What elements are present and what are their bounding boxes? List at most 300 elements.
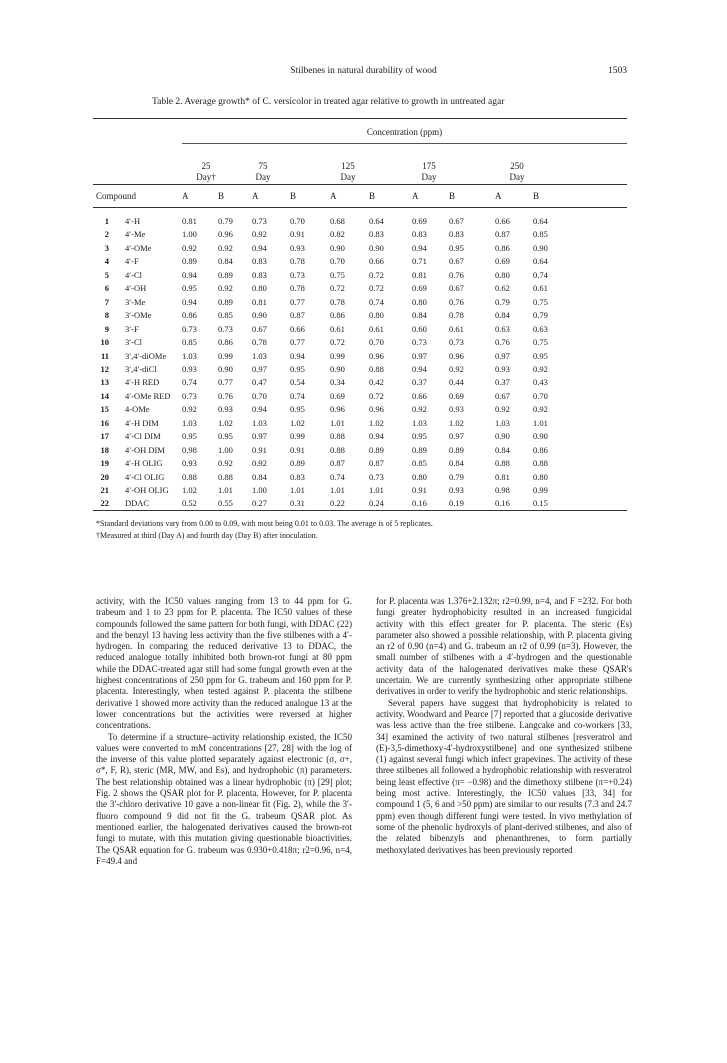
growth-value: 0.55 [218,498,233,509]
compound-name: 4′-OH OLIG [125,485,169,495]
growth-value: 0.88 [330,431,345,442]
growth-value: 0.95 [533,350,548,361]
growth-value: 0.73 [369,471,384,482]
compound-name: 4′-OH [125,283,147,294]
growth-value: 0.84 [218,256,233,267]
growth-value: 0.90 [218,363,233,374]
paragraph-left-1: activity, with the IC50 values ranging from 13 to 44 ppm for G. trabeum and 1 to 23 ppm for P. placenta. The IC50 values of these compounds followed the same pattern for both fungi, with DDAC (22) and the benzyl 13 having less activity than the five stilbenes with a 4′-hydrogen. In comparing the reduced derivative 13 to DDAC, the reduced analogue totally inhibited both brown-rot fungi at 80 ppm while the DDAC-treated agar still had some fungal growth even at the highest concentrations of 250 ppm for G. trabeum and 160 ppm for P. placenta. Interestingly, when tested against P. placenta the stilbene derivative 1 showed more activity than the reduced analogue 13 at the lower concentrations but the activities were reversed at higher concentrations. [96,596,352,731]
growth-value: 0.94 [252,242,267,253]
growth-value: 0.92 [218,242,233,253]
growth-value: 0.83 [290,471,305,482]
growth-value: 0.81 [495,471,510,482]
compound-number: 11 [100,350,109,361]
compound-name: 3′-Me [125,296,146,307]
growth-value: 0.92 [182,242,197,253]
group-concentration: 25 [201,161,211,171]
table-row [0,256,727,270]
growth-value: 0.43 [533,377,548,388]
concentration-group [399,161,459,183]
growth-value: 0.90 [330,242,345,253]
growth-value: 1.03 [182,350,197,361]
compound-number: 12 [100,363,109,374]
group-day: Day [421,172,437,182]
table-top-rule [93,118,627,119]
growth-value: 0.85 [182,337,197,348]
day-column-header: A [412,191,419,201]
growth-value: 0.92 [495,404,510,415]
growth-value: 0.16 [495,498,510,509]
growth-value: 0.95 [182,431,197,442]
table-row [0,243,727,257]
growth-value: 1.03 [252,417,267,428]
growth-value: 0.75 [533,337,548,348]
growth-value: 0.86 [330,310,345,321]
growth-value: 1.03 [182,417,197,428]
growth-value: 0.95 [218,431,233,442]
growth-value: 0.86 [218,337,233,348]
page-number: 1503 [608,66,627,76]
growth-value: 0.88 [330,444,345,455]
growth-value: 0.61 [369,323,384,334]
growth-value: 0.80 [369,310,384,321]
growth-value: 0.73 [252,216,267,226]
growth-value: 0.67 [449,283,464,294]
compound-name: 4′-OMe [125,242,152,253]
compound-number: 6 [104,283,109,294]
growth-value: 0.94 [182,269,197,280]
growth-value: 0.78 [330,296,345,307]
growth-value: 0.76 [449,296,464,307]
growth-value: 0.89 [290,458,305,469]
growth-value: 0.92 [412,404,427,415]
growth-value: 0.86 [533,444,548,455]
growth-value: 0.63 [495,323,510,334]
growth-value: 1.02 [369,417,384,428]
growth-value: 0.86 [182,310,197,321]
group-concentration: 175 [422,161,436,171]
growth-value: 0.96 [369,404,384,415]
compound-header: Compound [96,191,137,201]
growth-value: 0.89 [182,256,197,267]
growth-value: 0.61 [449,323,464,334]
growth-value: 0.89 [412,444,427,455]
day-column-header: A [252,191,259,201]
growth-value: 0.94 [412,242,427,253]
growth-value: 0.83 [252,269,267,280]
compound-name: 4′-OH DIM [125,444,165,455]
growth-value: 0.37 [412,377,427,388]
growth-value: 0.70 [252,390,267,401]
table-row [0,337,727,351]
growth-value: 0.70 [290,216,305,226]
growth-value: 1.01 [290,485,305,495]
growth-value: 0.73 [412,337,427,348]
growth-value: 0.88 [218,471,233,482]
growth-value: 0.91 [412,485,427,495]
paragraph-right-1: for P. placenta was 1.376+2.132π; r2=0.99, n=4, and F =232. For both fungi greater hydrophobicity resulted in an increased fungicidal activity with this effect greater for P. placenta. The steric (Es) parameter also showed a possible relationship, with P. placenta giving an r2 of 0.90 (n=4) and G. trabeum an r2 of 0.99 (n=3). However, the small number of stilbenes with a 4′-hydrogen and the questionable activity data of the halogenated derivatives make these QSAR's uncertain. We are currently synthesizing other appropriate stilbene derivatives in order to verify the hydrophobic and steric relationships. [376,596,632,697]
growth-value: 0.92 [218,458,233,469]
growth-value: 0.66 [290,323,305,334]
compound-number: 3 [104,242,109,253]
growth-value: 0.83 [369,229,384,240]
growth-value: 1.03 [412,417,427,428]
growth-value: 0.80 [495,269,510,280]
compound-number: 4 [104,256,109,267]
growth-value: 0.99 [218,350,233,361]
compound-number: 10 [100,337,109,348]
compound-number: 20 [100,471,109,482]
growth-value: 0.73 [449,337,464,348]
compound-number: 17 [100,431,109,442]
table-row [0,283,727,297]
growth-value: 0.96 [330,404,345,415]
compound-name: 4′-Me [125,229,146,240]
growth-value: 0.85 [533,229,548,240]
growth-value: 0.73 [290,269,305,280]
concentration-group [318,161,378,183]
growth-value: 0.72 [369,283,384,294]
body-column-left [96,596,352,867]
growth-value: 0.42 [369,377,384,388]
footnote-std: *Standard deviations vary from 0.00 to 0.09, with most being 0.01 to 0.03. The average is of 5 replicates. [96,519,433,528]
day-column-header: A [330,191,337,201]
footnote-day: †Measured at third (Day A) and fourth day (Day B) after inoculation. [96,531,318,540]
growth-value: 0.99 [533,485,548,495]
concentration-group [176,161,236,183]
growth-value: 0.92 [533,363,548,374]
concentration-group [487,161,547,183]
compound-number: 15 [100,404,109,415]
growth-value: 0.84 [495,310,510,321]
growth-value: 0.98 [495,485,510,495]
growth-value: 0.64 [533,216,548,226]
growth-value: 0.22 [330,498,345,509]
paragraph-left-2: To determine if a structure–activity relationship existed, the IC50 values were converted to mM concentrations [27, 28] with the log of the inverse of this value plotted separately against electronic (σ, σ+, σ*, F, R), steric (MR, MW, and Es), and hydrophobic (π) parameters. The best relationship obtained was a linear hydrophobic (π) [29] plot; Fig. 2 shows the QSAR plot for P. placenta. However, for P. placenta the 3′-chloro derivative 10 gave a non-linear fit (Fig. 2), while the 3′-fluoro compound 9 did not fit the G. trabeum QSAR plot. As mentioned earlier, the halogenated derivatives caused the brown-rot fungi to mutate, with this mutation giving questionable bioactivities. The QSAR equation for G. trabeum was 0.930+0.418π; r2=0.96, n=4, F=49.4 and [96,731,352,866]
growth-value: 0.94 [252,404,267,415]
table-row [0,216,727,230]
growth-value: 0.67 [449,216,464,226]
table-row [0,431,727,445]
growth-value: 1.01 [369,485,384,495]
growth-value: 0.37 [495,377,510,388]
growth-value: 0.16 [412,498,427,509]
group-day: Day† [196,172,216,182]
compound-number: 13 [100,377,109,388]
growth-value: 1.01 [218,485,233,495]
day-column-header: B [533,191,540,201]
growth-value: 0.92 [218,283,233,294]
growth-value: 0.69 [412,216,427,226]
table-row [0,324,727,338]
growth-value: 0.84 [495,444,510,455]
growth-value: 0.76 [495,337,510,348]
concentration-header: Concentration (ppm) [366,127,443,137]
growth-value: 0.94 [290,350,305,361]
growth-value: 0.77 [218,377,233,388]
growth-value: 0.93 [449,485,464,495]
day-column-header: A [495,191,502,201]
growth-value: 0.77 [290,337,305,348]
growth-value: 0.64 [533,256,548,267]
concentration-underline [182,143,627,144]
growth-value: 0.95 [182,283,197,294]
growth-value: 0.95 [412,431,427,442]
growth-value: 1.02 [218,417,233,428]
growth-value: 0.75 [330,269,345,280]
growth-value: 0.78 [290,256,305,267]
compound-name: 3′-F [125,323,139,334]
growth-value: 0.70 [330,256,345,267]
growth-value: 0.80 [412,471,427,482]
compound-name: 4′-H RED [125,377,160,388]
growth-value: 0.98 [182,444,197,455]
growth-value: 0.90 [533,431,548,442]
group-day: Day [340,172,356,182]
compound-number: 9 [104,323,109,334]
growth-value: 0.85 [218,310,233,321]
table-caption: Table 2. Average growth* of C. versicolor in treated agar relative to growth in untreated agar [152,97,505,107]
growth-value: 0.97 [252,431,267,442]
growth-value: 0.88 [369,363,384,374]
growth-value: 0.96 [449,350,464,361]
header-bottom-rule [93,207,627,208]
growth-value: 0.89 [369,444,384,455]
compound-number: 5 [104,269,109,280]
table-row [0,458,727,472]
growth-value: 0.93 [182,363,197,374]
compound-name: 4′-Cl DIM [125,431,161,442]
growth-value: 0.84 [252,471,267,482]
compound-name: DDAC [125,498,150,509]
growth-value: 0.87 [290,310,305,321]
growth-value: 0.88 [533,458,548,469]
growth-value: 0.72 [330,337,345,348]
growth-value: 0.72 [369,269,384,280]
growth-value: 0.92 [252,229,267,240]
growth-value: 0.61 [533,283,548,294]
growth-value: 0.74 [330,471,345,482]
compound-number: 21 [100,485,109,495]
growth-value: 0.83 [449,229,464,240]
growth-value: 0.73 [218,323,233,334]
growth-value: 0.95 [290,363,305,374]
compound-name: 4′-H [125,216,141,226]
growth-value: 0.73 [182,390,197,401]
growth-value: 0.83 [252,256,267,267]
growth-value: 1.02 [182,485,197,495]
growth-value: 0.44 [449,377,464,388]
growth-value: 0.94 [182,296,197,307]
growth-value: 1.03 [252,350,267,361]
table-row [0,229,727,243]
growth-value: 0.69 [449,390,464,401]
growth-value: 1.01 [533,417,548,428]
growth-value: 0.86 [495,242,510,253]
growth-value: 0.15 [533,498,548,509]
day-column-header: B [369,191,376,201]
day-column-header: B [290,191,297,201]
growth-value: 0.72 [369,390,384,401]
growth-value: 0.92 [252,458,267,469]
compound-name: 4′-H OLIG [125,458,163,469]
growth-value: 1.02 [290,417,305,428]
growth-value: 0.90 [533,242,548,253]
growth-value: 0.74 [182,377,197,388]
growth-value: 0.94 [412,363,427,374]
paragraph-right-2: Several papers have suggest that hydrophobicity is related to activity. Woodward and Pearce [7] reported that a glucoside derivative was less active than the free stilbene. Langcake and co-workers [33, 34] examined the activity of two natural stilbenes [resveratrol and (E)-3,5-dimethoxy-4′-hydroxystilbene] and one synthesized stilbene (1) against several fungi which infect grapevines. The activity of these three stilbenes all followed a hydrophobic relationship with resveratrol being least effective (π= −0.98) and the dimethoxy stilbene (π=+0.24) being most active. Interestingly, the IC50 values [33, 34] for compound 1 (5, 6 and >50 ppm) are similar to our results (7.3 and 24.7 ppm) even though different fungi were tested. In vivo methylation of some of the phenolic hydroxyls of plant-derived stilbenes, and also of the related bibenzyls and phenanthrenes, to form partially methoxylated derivatives has been previously reported [376,697,632,855]
compound-name: 4′-Cl OLIG [125,471,165,482]
growth-value: 0.69 [412,283,427,294]
table-footnotes [96,518,433,542]
concentration-group [233,161,293,183]
growth-value: 0.96 [369,350,384,361]
growth-value: 0.54 [290,377,305,388]
day-column-header: A [182,191,189,201]
compound-name: 3′-Cl [125,337,142,348]
table-row [0,270,727,284]
growth-value: 0.68 [330,216,345,226]
growth-value: 0.62 [495,283,510,294]
growth-value: 0.99 [290,431,305,442]
growth-value: 0.97 [449,431,464,442]
growth-value: 0.74 [369,296,384,307]
growth-value: 0.78 [449,310,464,321]
group-rule [93,184,627,185]
growth-value: 0.83 [412,229,427,240]
growth-value: 0.81 [412,269,427,280]
growth-value: 0.27 [252,498,267,509]
compound-name: 4-OMe [125,404,150,415]
growth-value: 0.81 [252,296,267,307]
growth-value: 0.66 [412,390,427,401]
running-head [0,66,727,80]
compound-number: 2 [104,229,109,240]
compound-number: 14 [100,390,109,401]
growth-value: 0.79 [533,310,548,321]
growth-value: 0.93 [495,363,510,374]
growth-value: 0.90 [495,431,510,442]
running-title: Stilbenes in natural durability of wood [290,66,437,76]
compound-number: 8 [104,310,109,321]
growth-value: 0.73 [182,323,197,334]
growth-value: 0.89 [449,444,464,455]
group-concentration: 125 [341,161,355,171]
compound-name: 4′-OMe RED [125,390,171,401]
growth-value: 0.79 [218,216,233,226]
growth-value: 0.95 [449,242,464,253]
growth-value: 0.52 [182,498,197,509]
growth-value: 0.78 [290,283,305,294]
group-day: Day [255,172,271,182]
compound-name: 4′-F [125,256,139,267]
growth-value: 1.00 [252,485,267,495]
growth-value: 1.01 [330,485,345,495]
growth-value: 1.01 [330,417,345,428]
growth-value: 0.76 [218,390,233,401]
growth-value: 0.94 [369,431,384,442]
growth-value: 0.31 [290,498,305,509]
growth-value: 0.69 [330,390,345,401]
group-day: Day [509,172,525,182]
growth-value: 0.91 [290,444,305,455]
table-row [0,377,727,391]
growth-value: 0.91 [290,229,305,240]
growth-value: 0.80 [412,296,427,307]
table-bottom-rule [93,510,627,511]
growth-value: 0.87 [495,229,510,240]
growth-value: 0.80 [252,283,267,294]
growth-value: 0.95 [290,404,305,415]
growth-value: 0.92 [182,404,197,415]
group-concentration: 250 [510,161,524,171]
growth-value: 0.19 [449,498,464,509]
growth-value: 0.61 [330,323,345,334]
compound-number: 16 [100,417,109,428]
table-row [0,310,727,324]
growth-value: 0.66 [369,256,384,267]
growth-value: 0.75 [533,296,548,307]
growth-value: 0.96 [218,229,233,240]
growth-value: 0.88 [182,471,197,482]
growth-value: 0.63 [533,323,548,334]
growth-value: 0.74 [290,390,305,401]
table-row [0,404,727,418]
growth-value: 0.47 [252,377,267,388]
growth-value: 0.24 [369,498,384,509]
growth-value: 0.93 [182,458,197,469]
growth-value: 0.81 [182,216,197,226]
day-column-header: B [218,191,225,201]
growth-value: 0.80 [533,471,548,482]
compound-name: 4′-H DIM [125,417,159,428]
compound-name: 3′,4′-diCl [125,363,157,374]
growth-value: 0.60 [412,323,427,334]
growth-value: 0.82 [330,229,345,240]
growth-value: 0.78 [252,337,267,348]
table-row [0,391,727,405]
compound-name: 3′,4′-diOMe [125,350,167,361]
growth-value: 0.97 [495,350,510,361]
growth-value: 0.90 [330,363,345,374]
growth-value: 0.84 [412,310,427,321]
growth-value: 0.90 [252,310,267,321]
growth-value: 0.67 [495,390,510,401]
compound-name: 3′-OMe [125,310,152,321]
table-row [0,364,727,378]
table-row [0,297,727,311]
growth-value: 0.87 [369,458,384,469]
growth-value: 0.85 [412,458,427,469]
growth-value: 0.89 [218,269,233,280]
growth-value: 0.89 [218,296,233,307]
group-concentration: 75 [258,161,268,171]
growth-value: 0.77 [290,296,305,307]
compound-number: 22 [100,498,109,509]
growth-value: 0.91 [252,444,267,455]
table-row [0,351,727,365]
growth-value: 1.00 [182,229,197,240]
growth-value: 0.66 [495,216,510,226]
growth-value: 0.92 [449,363,464,374]
growth-value: 0.88 [495,458,510,469]
day-column-header: B [449,191,456,201]
growth-value: 0.71 [412,256,427,267]
compound-number: 7 [104,296,109,307]
growth-value: 0.69 [495,256,510,267]
table-row [0,418,727,432]
growth-value: 1.00 [218,444,233,455]
growth-value: 0.93 [218,404,233,415]
